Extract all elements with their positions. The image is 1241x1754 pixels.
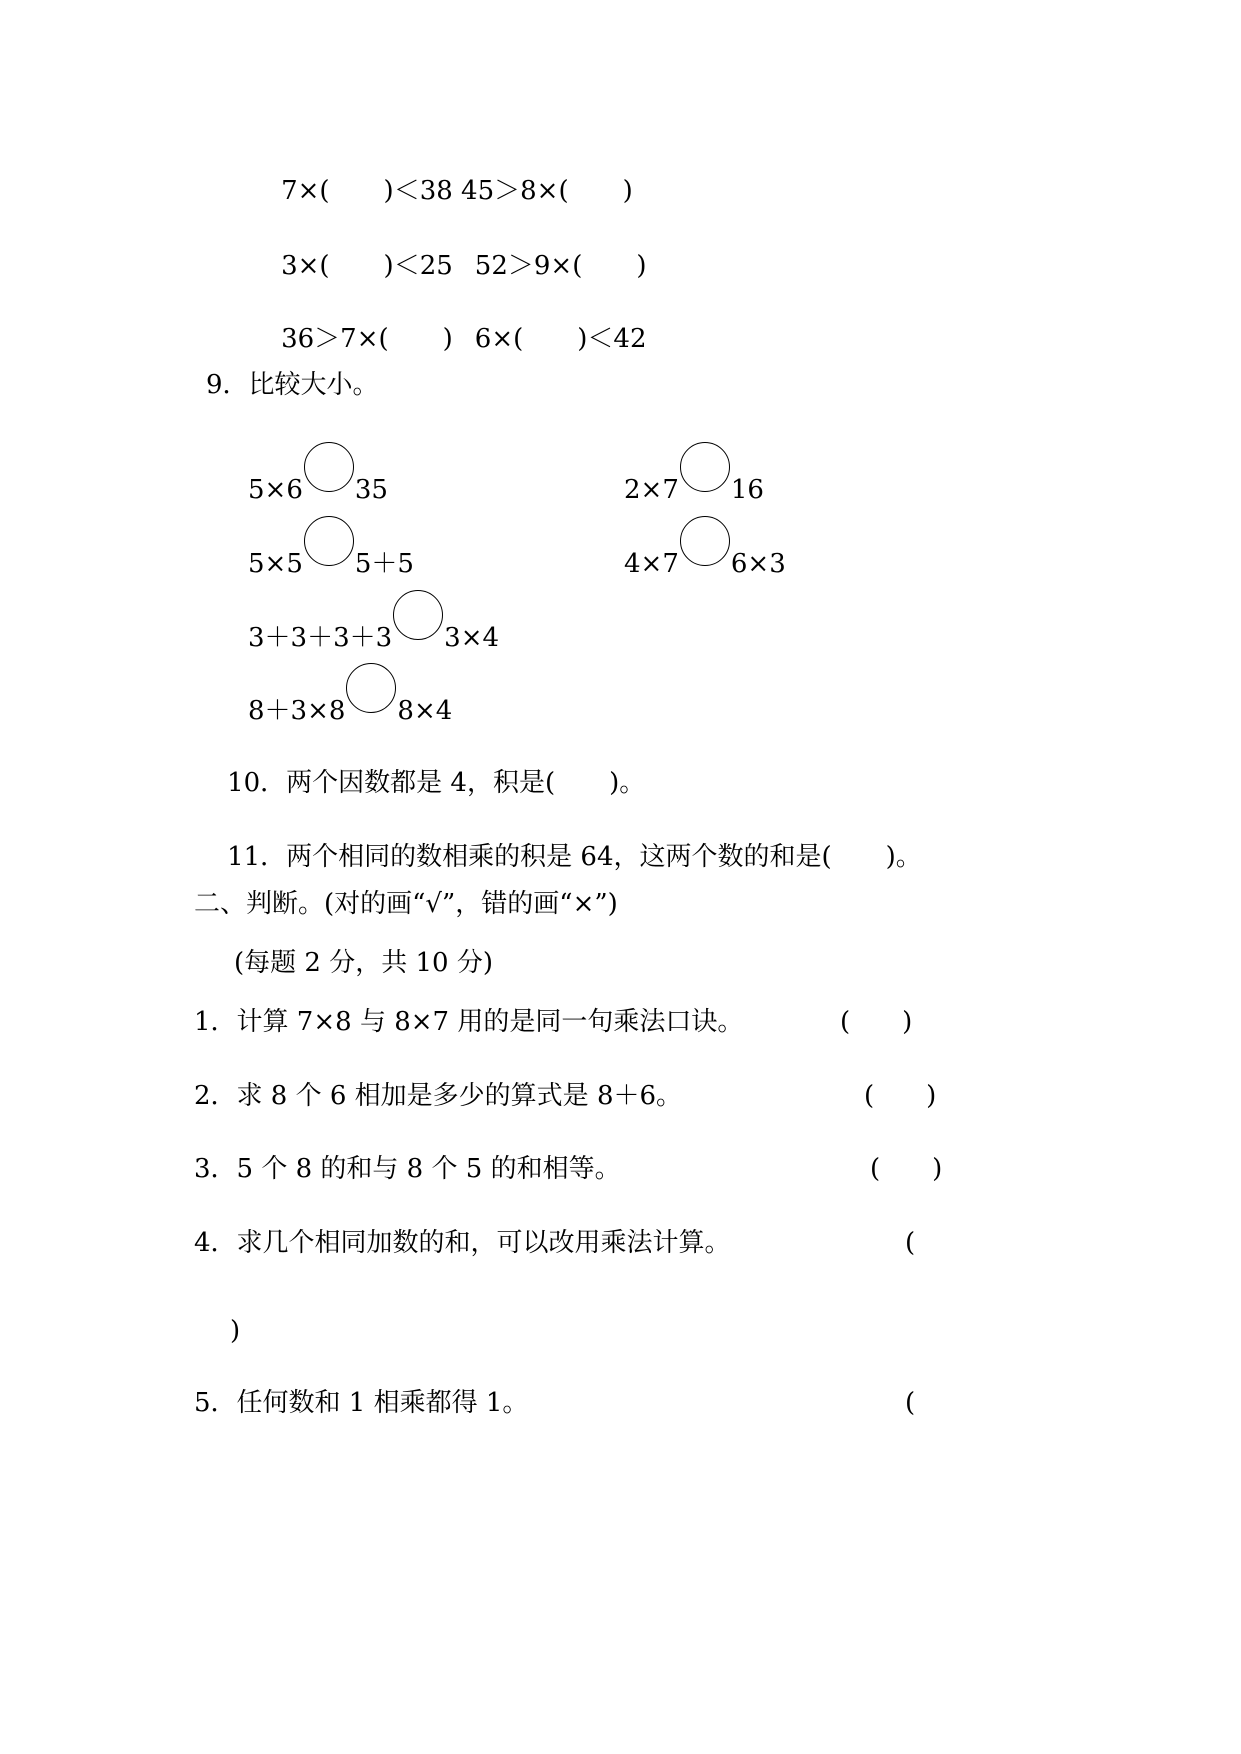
judge-item-5: 5．任何数和 1 相乘都得 1。 [194, 1388, 529, 1418]
compare-circle[interactable] [304, 516, 354, 566]
compare-circle[interactable] [346, 663, 396, 713]
compare-item: 2×7 16 [624, 444, 764, 503]
compare-item: 4×7 6×3 [624, 518, 786, 577]
answer-bracket-open[interactable]: ( [905, 1228, 916, 1258]
section2-heading: 二、判断。(对的画“√”，错的画“×”) [194, 889, 618, 919]
q10: 10．两个因数都是 4，积是( )。 [227, 768, 646, 798]
q11: 11．两个相同的数相乘的积是 64，这两个数的和是( )。 [227, 842, 922, 872]
answer-bracket-open[interactable]: ( [905, 1388, 916, 1418]
compare-item: 5×5 5＋5 [248, 518, 414, 577]
compare-item: 5×6 35 [248, 444, 388, 503]
judge-item-2: 2．求 8 个 6 相加是多少的算式是 8＋6。 [194, 1081, 683, 1111]
judge-item-4: 4．求几个相同加数的和，可以改用乘法计算。 [194, 1228, 731, 1258]
fill-in-line-3: 36＞7×( ) 6×( )＜42 [281, 324, 647, 354]
answer-bracket[interactable]: ( ) [870, 1154, 943, 1184]
answer-bracket[interactable]: ( ) [864, 1081, 937, 1111]
fill-in-line-1: 7×( )＜38 45＞8×( ) [281, 176, 633, 206]
compare-circle[interactable] [393, 590, 443, 640]
judge-item-1: 1．计算 7×8 与 8×7 用的是同一句乘法口诀。 [194, 1007, 744, 1037]
q9-title: 9．比较大小。 [206, 370, 379, 400]
section2-score: (每题 2 分，共 10 分) [234, 948, 493, 978]
compare-item: 8＋3×8 8×4 [248, 665, 452, 724]
compare-circle[interactable] [680, 442, 730, 492]
answer-bracket[interactable]: ( ) [840, 1007, 913, 1037]
compare-circle[interactable] [304, 442, 354, 492]
fill-in-line-2: 3×( )＜25 52＞9×( ) [281, 251, 647, 281]
answer-bracket-close[interactable]: ) [230, 1316, 241, 1346]
compare-item: 3＋3＋3＋3 3×4 [248, 592, 499, 651]
judge-item-3: 3．5 个 8 的和与 8 个 5 的和相等。 [194, 1154, 621, 1184]
compare-circle[interactable] [680, 516, 730, 566]
